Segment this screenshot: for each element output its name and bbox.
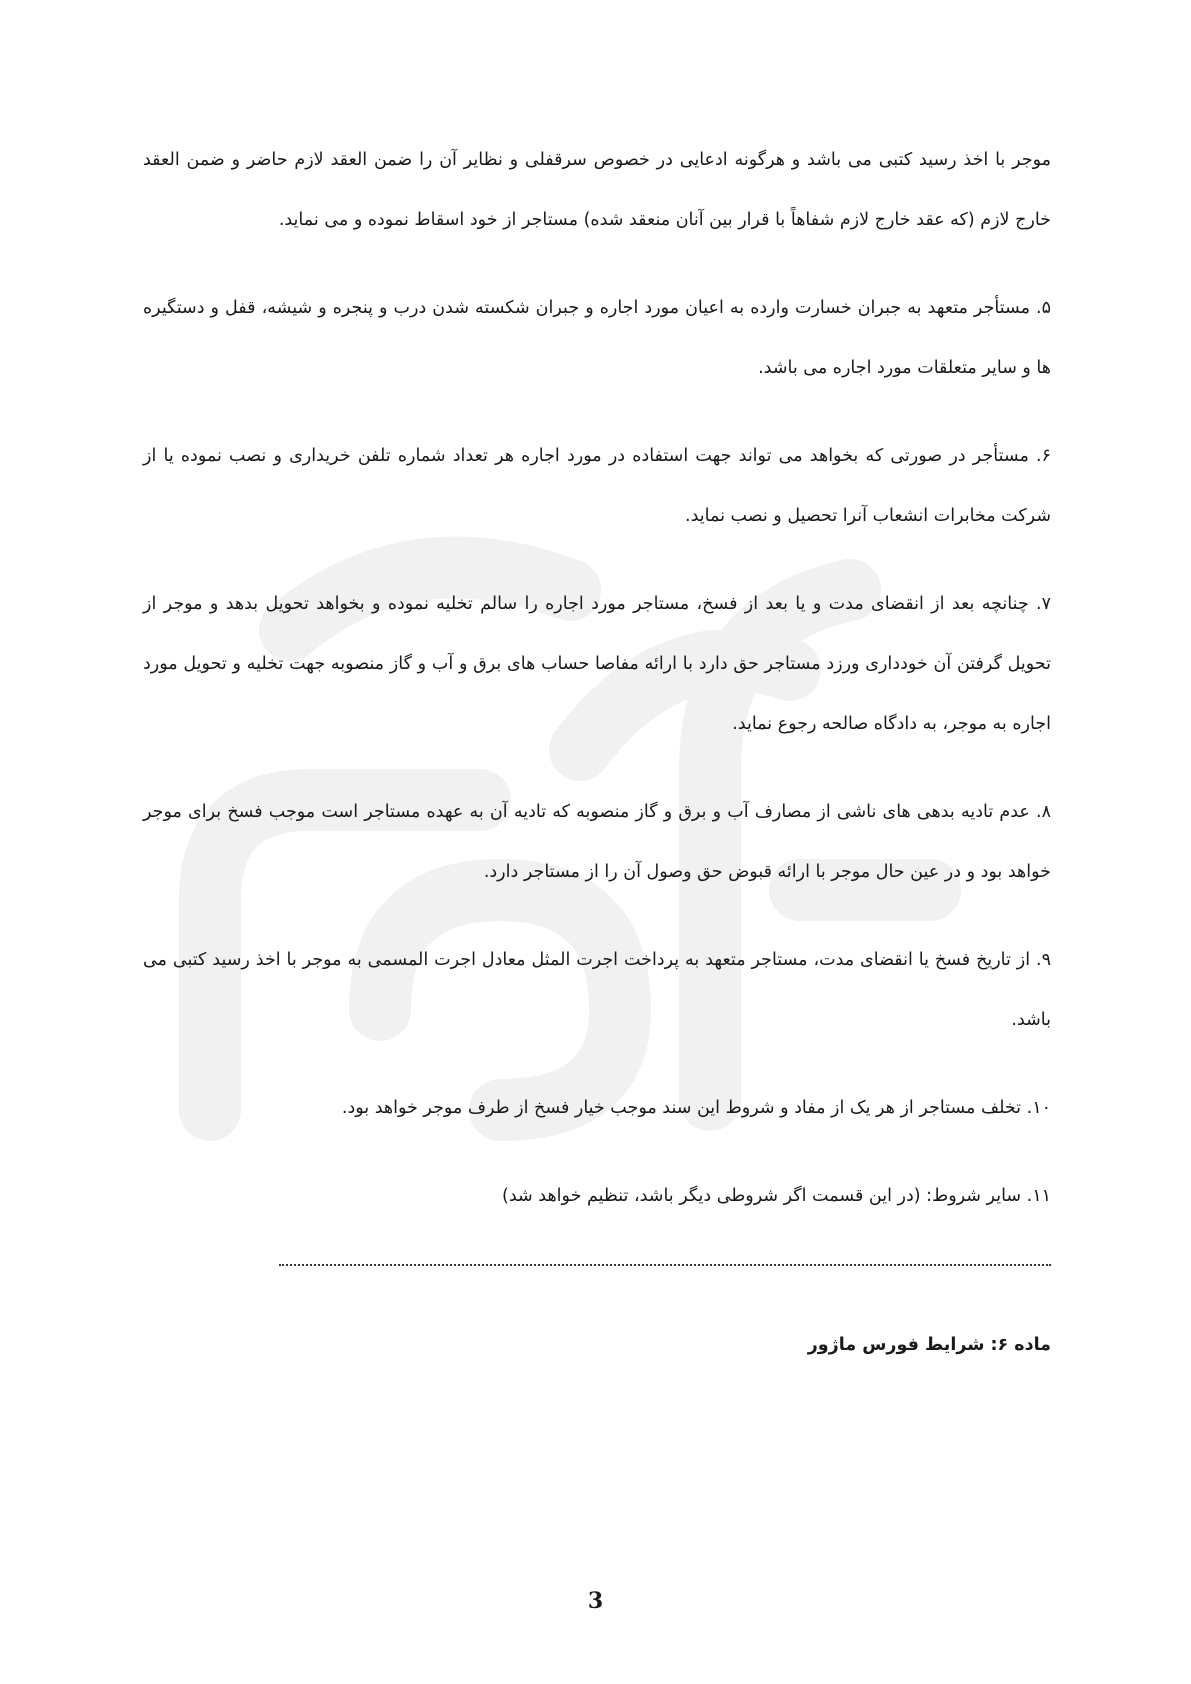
paragraph-clause-5: ۵. مستأجر متعهد به جبران خسارت وارده به اعیان مورد اجاره و جبران شکسته شدن درب و پنجره و شیشه، قفل و دستگیره ها و سایر متعلقات مورد اجاره می باشد. (143, 298, 1051, 378)
paragraph-clause-10: ۱۰. تخلف مستاجر از هر یک از مفاد و شروط این سند موجب خیار فسخ از طرف موجر خواهد بود. (341, 1098, 1051, 1118)
document-page (143, 130, 1051, 1360)
paragraph-clause-7: ۷. چنانچه بعد از انقضای مدت و یا بعد از فسخ، مستاجر مورد اجاره را سالم تخلیه نموده و بخواهد تحویل بدهد و موجر از تحویل گرفتن آن خودداری ورزد مستاجر حق دارد با ارائه مفاصا حساب های برق و آب و گاز منصوبه جهت تخلیه و تحویل مورد اجاره به موجر، به دادگاه صالحه رجوع نماید. (143, 594, 1051, 734)
paragraph-clause-6: ۶. مستأجر در صورتی که بخواهد می تواند جهت استفاده در مورد اجاره هر تعداد شماره تلفن خریداری و نصب نموده یا از شرکت مخابرات انشعاب آنرا تحصیل و نصب نماید. (143, 446, 1051, 526)
dotted-fill-line (279, 1262, 1051, 1266)
paragraph-clause-8: ۸. عدم تادیه بدهی های ناشی از مصارف آب و برق و گاز منصوبه که تادیه آن به عهده مستاجر است موجب فسخ برای موجر خواهد بود و در عین حال موجر با ارائه قبوض حق وصول آن را از مستاجر دارد. (143, 802, 1051, 882)
paragraph-continuation: موجر با اخذ رسید کتبی می باشد و هرگونه ادعایی در خصوص سرقفلی و نظایر آن را ضمن العقد لازم حاضر و ضمن العقد خارج لازم (که عقد خارج لازم شفاهاً با قرار بین آنان منعقد شده) مستاجر از خود اسقاط نموده و می نماید. (143, 150, 1051, 230)
paragraph-clause-9: ۹. از تاریخ فسخ یا انقضای مدت، مستاجر متعهد به پرداخت اجرت المثل معادل اجرت المسمی به موجر با اخذ رسید کتبی می باشد. (143, 950, 1051, 1030)
section-heading-article-6: ماده ۶: شرایط فورس ماژور (807, 1335, 1051, 1355)
paragraph-clause-11: ۱۱. سایر شروط: (در این قسمت اگر شروطی دیگر باشد، تنظیم خواهد شد) (502, 1186, 1051, 1206)
page-number: 3 (587, 1588, 604, 1614)
